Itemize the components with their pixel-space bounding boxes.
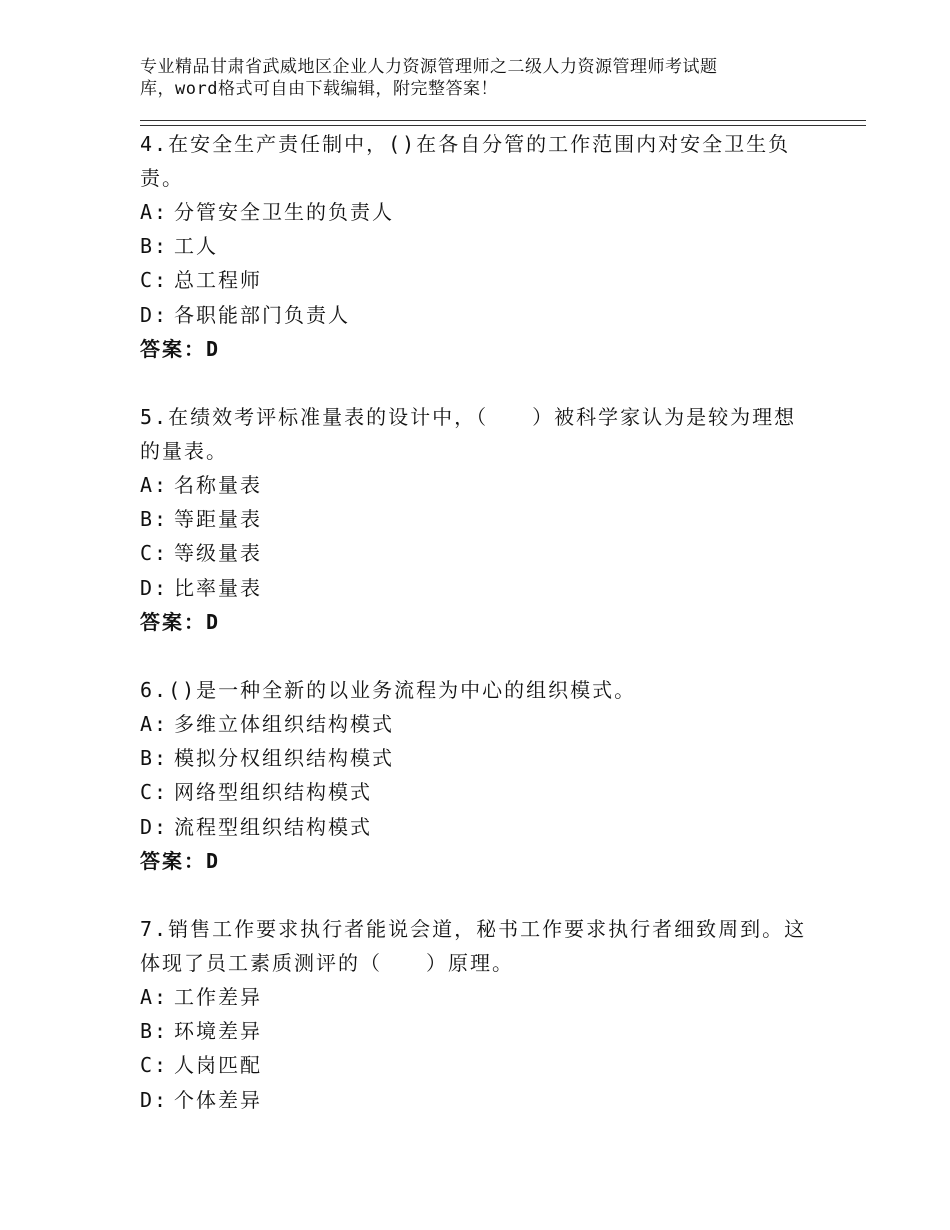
option-a: [140, 980, 830, 1014]
spacer: [140, 366, 830, 400]
header-divider-top: [140, 120, 866, 121]
option-b: [140, 741, 830, 775]
option-b: [140, 229, 830, 263]
option-letter: A:: [140, 712, 169, 737]
option-letter: B:: [140, 234, 169, 259]
option-text: 人岗匹配: [174, 1053, 262, 1078]
option-c: [140, 1048, 830, 1082]
option-text: 各职能部门负责人: [174, 302, 350, 327]
answer-text: 答案：D: [140, 336, 221, 361]
question-stem-line: 责。: [140, 166, 184, 190]
option-text: 模拟分权组织结构模式: [174, 746, 394, 771]
option-c: [140, 263, 830, 297]
question-list: [140, 127, 830, 1117]
option-letter: A:: [140, 473, 169, 498]
option-text: 个体差异: [174, 1087, 262, 1112]
question-stem-line: 5.在绩效考评标准量表的设计中，（ ）被科学家认为是较为理想: [140, 405, 797, 430]
option-letter: D:: [140, 814, 169, 839]
question-stem-line: 体现了员工素质测评的（ ）原理。: [140, 951, 514, 976]
answer-text: 答案：D: [140, 848, 221, 873]
question-stem-line: 的量表。: [140, 439, 228, 464]
option-a: [140, 707, 830, 741]
option-letter: C:: [140, 780, 169, 805]
question-7: [140, 912, 830, 1117]
option-text: 工作差异: [174, 985, 262, 1010]
option-d: [140, 571, 830, 605]
option-b: [140, 1014, 830, 1048]
header-line-2: 库，word格式可自由下载编辑，附完整答案！: [140, 79, 498, 99]
option-text: 工人: [174, 234, 218, 259]
question-6: [140, 673, 830, 878]
question-4: [140, 127, 830, 366]
option-letter: D:: [140, 302, 169, 327]
option-letter: B:: [140, 746, 169, 771]
document-header: [140, 56, 820, 100]
option-letter: C:: [140, 268, 169, 293]
option-letter: A:: [140, 200, 169, 224]
option-letter: C:: [140, 1053, 169, 1078]
header-line-1: 专业精品甘肃省武威地区企业人力资源管理师之二级人力资源管理师考试题: [140, 57, 718, 77]
spacer: [140, 639, 830, 673]
option-text: 环境差异: [174, 1019, 262, 1044]
header-divider-bottom: [140, 125, 866, 126]
answer-text: 答案：D: [140, 609, 221, 634]
question-stem: [140, 400, 830, 468]
question-stem-line: 7.销售工作要求执行者能说会道，秘书工作要求执行者细致周到。这: [140, 917, 807, 942]
option-d: [140, 1083, 830, 1117]
question-stem: [140, 912, 830, 980]
option-a: [140, 195, 830, 229]
option-text: 分管安全卫生的负责人: [174, 200, 394, 224]
option-text: 总工程师: [174, 268, 262, 293]
question-stem-line: 4.在安全生产责任制中，()在各自分管的工作范围内对安全卫生负: [140, 132, 791, 156]
option-text: 等距量表: [174, 507, 262, 532]
option-c: [140, 536, 830, 570]
option-text: 流程型组织结构模式: [174, 814, 372, 839]
option-b: [140, 502, 830, 536]
question-5: [140, 400, 830, 639]
option-letter: D:: [140, 575, 169, 600]
option-d: [140, 810, 830, 844]
option-a: [140, 468, 830, 502]
option-c: [140, 775, 830, 809]
option-text: 网络型组织结构模式: [174, 780, 372, 805]
option-text: 名称量表: [174, 473, 262, 498]
option-text: 等级量表: [174, 541, 262, 566]
option-letter: B:: [140, 507, 169, 532]
question-stem: [140, 673, 830, 707]
question-stem: [140, 127, 830, 195]
option-letter: C:: [140, 541, 169, 566]
option-d: [140, 298, 830, 332]
option-text: 比率量表: [174, 575, 262, 600]
option-letter: A:: [140, 985, 169, 1010]
option-text: 多维立体组织结构模式: [174, 712, 394, 737]
question-stem-line: 6.()是一种全新的以业务流程为中心的组织模式。: [140, 678, 637, 703]
option-letter: B:: [140, 1019, 169, 1044]
spacer: [140, 878, 830, 912]
option-letter: D:: [140, 1087, 169, 1112]
